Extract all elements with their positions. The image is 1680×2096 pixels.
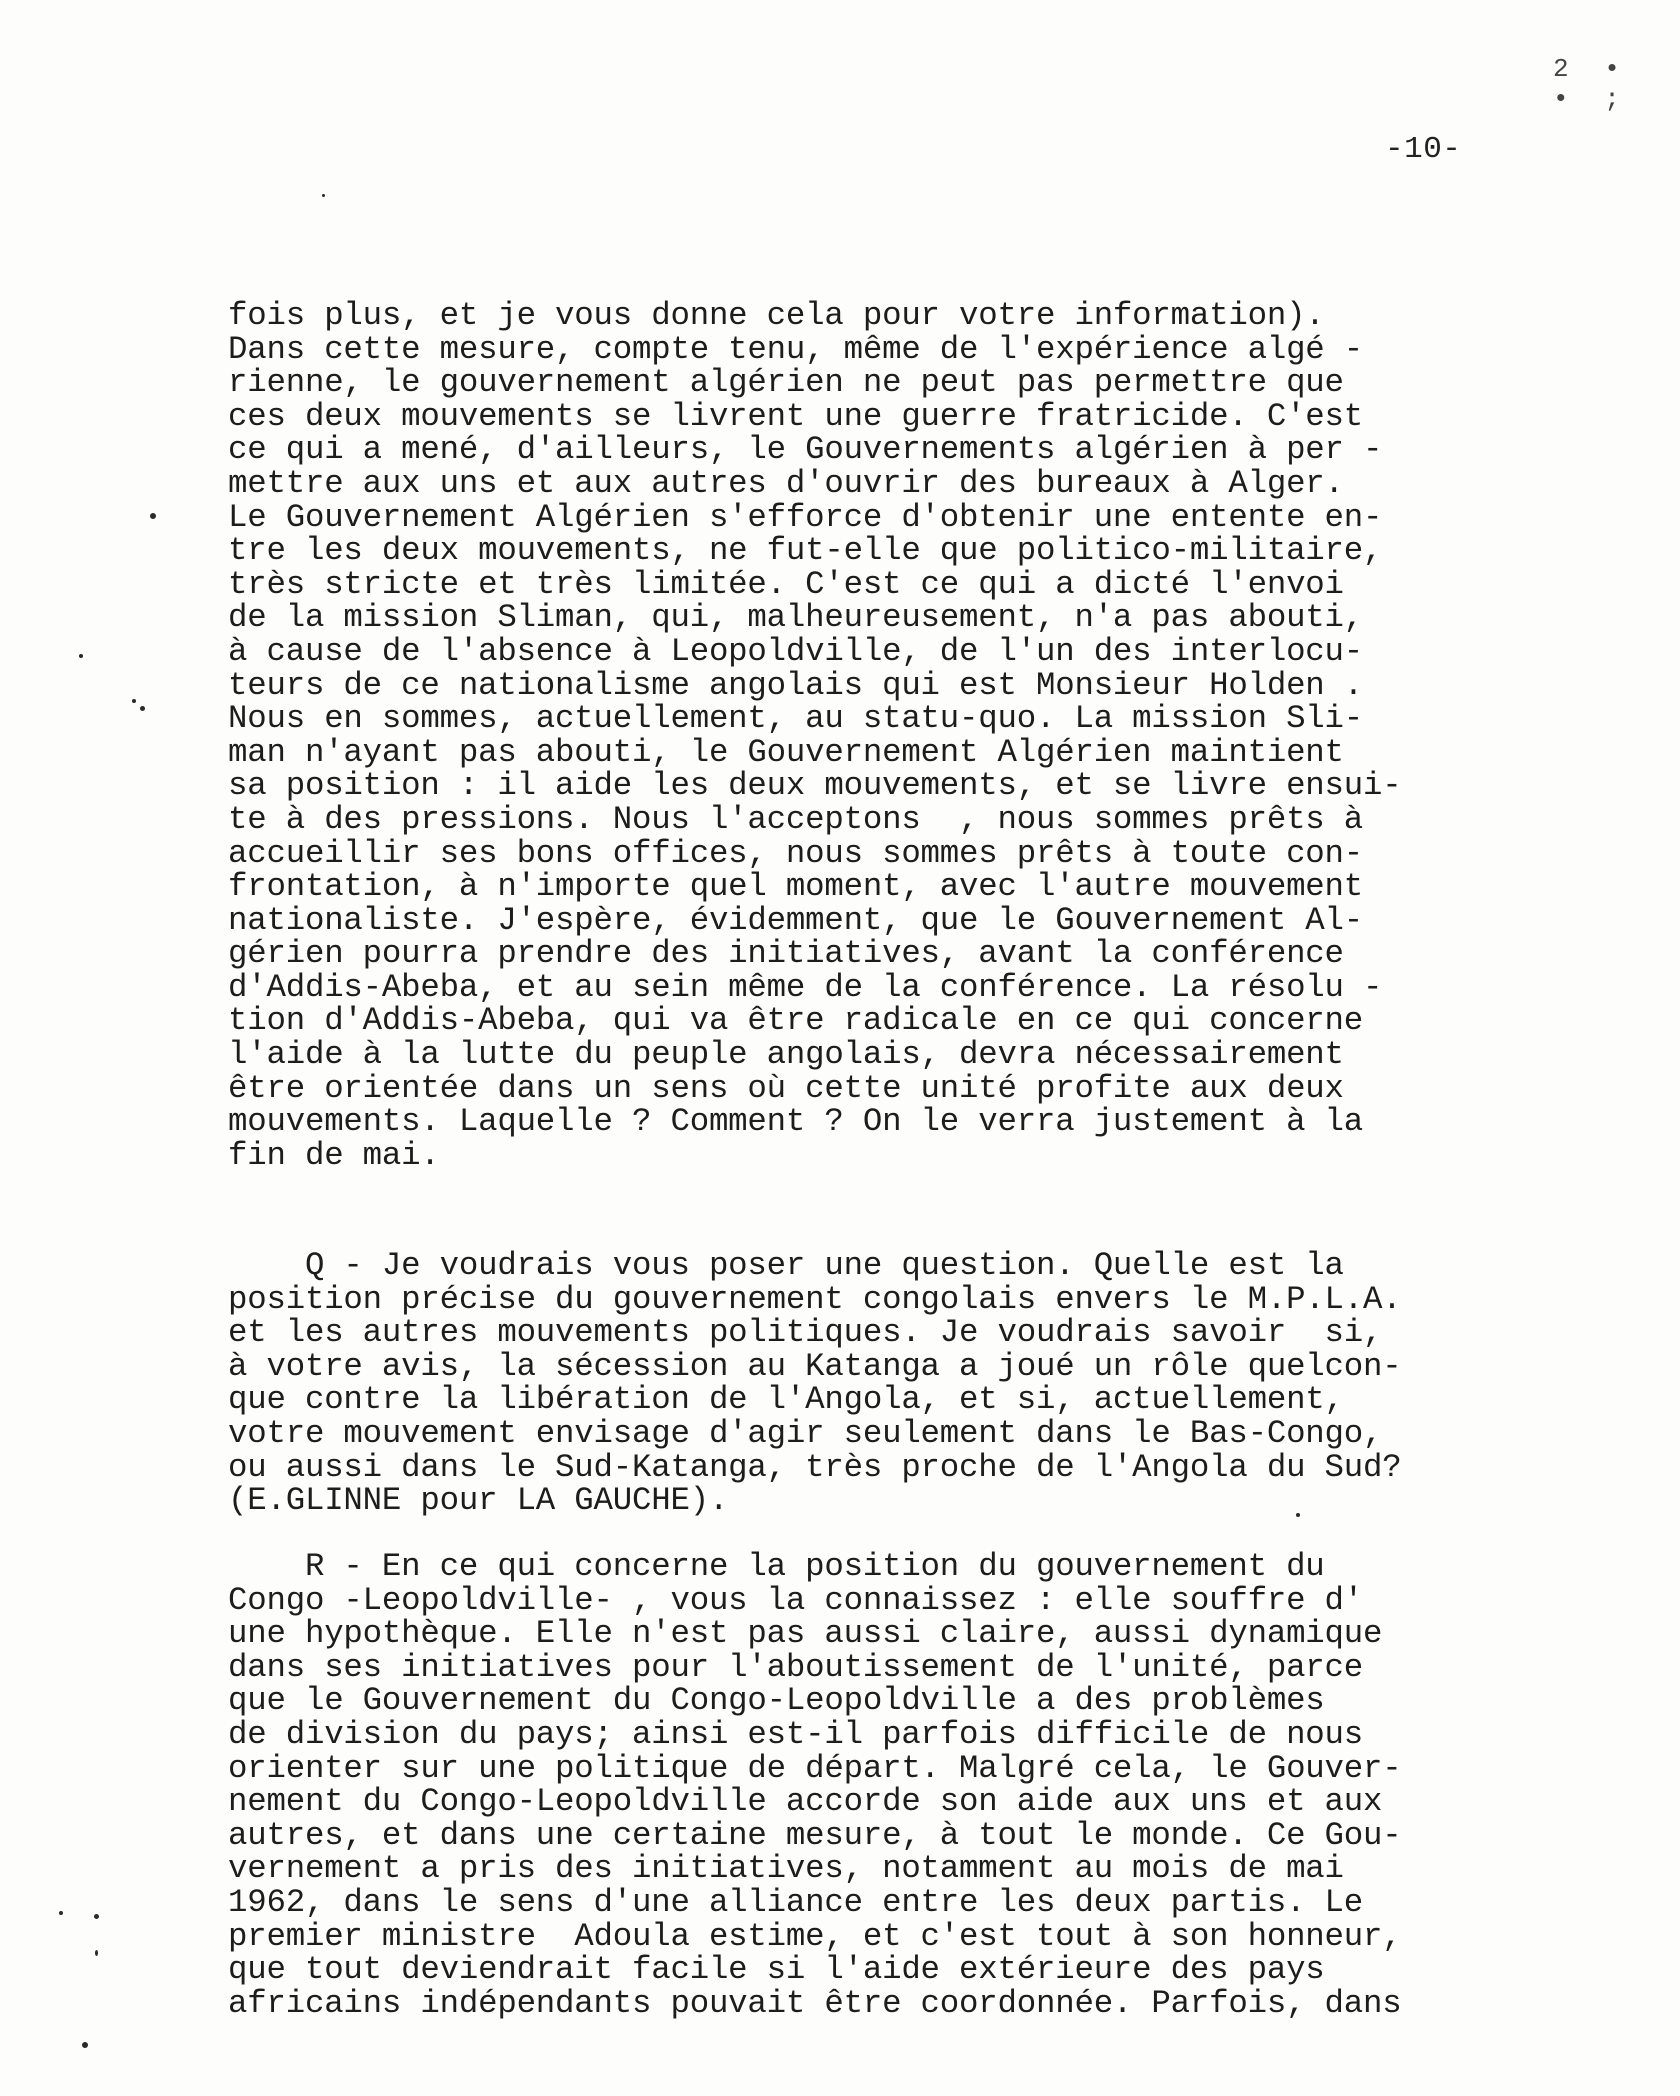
margin-speck (82, 2042, 88, 2048)
text-line: l'aide à la lutte du peuple angolais, devra nécessairement (228, 1036, 1344, 1074)
text-line: vernement a pris des initiatives, notamment au mois de mai (228, 1850, 1344, 1888)
text-line: sa position : il aide les deux mouvements, et se livre ensui- (228, 767, 1402, 805)
text-line: te à des pressions. Nous l'acceptons , nous sommes prêts à (228, 800, 1364, 838)
margin-speck (79, 654, 83, 658)
paragraph-answer (228, 1550, 1498, 2020)
text-line: frontation, à n'importe quel moment, avec l'autre mouvement (228, 868, 1364, 906)
text-line: ou aussi dans le Sud-Katanga, très proche de l'Angola du Sud? (228, 1448, 1402, 1486)
text-line: Congo -Leopoldville- , vous la connaissez : elle souffre d' (228, 1581, 1364, 1619)
paragraph-answer-continuation (228, 299, 1498, 1172)
margin-speck (95, 1950, 98, 1956)
text-line: tion d'Addis-Abeba, qui va être radicale en ce qui concerne (228, 1002, 1364, 1040)
text-line: R - En ce qui concerne la position du gouvernement du (228, 1548, 1325, 1585)
text-line: d'Addis-Abeba, et au sein même de la conférence. La résolu - (228, 968, 1383, 1006)
text-line: dans ses initiatives pour l'aboutissement de l'unité, parce (228, 1648, 1364, 1686)
text-line: (E.GLINNE pour LA GAUCHE). (228, 1482, 729, 1520)
margin-speck (1296, 1513, 1300, 1517)
margin-speck (150, 513, 156, 519)
text-line: orienter sur une politique de départ. Malgré cela, le Gouver- (228, 1749, 1402, 1787)
paragraph-question (228, 1249, 1498, 1518)
text-line: africains indépendants pouvait être coordonnée. Parfois, dans (228, 1984, 1402, 2022)
text-line: Le Gouvernement Algérien s'efforce d'obtenir une entente en- (228, 498, 1383, 536)
text-line: 1962, dans le sens d'une alliance entre les deux partis. Le (228, 1883, 1364, 1921)
margin-speck (59, 1911, 63, 1915)
margin-speck (140, 706, 145, 711)
text-line: teurs de ce nationalisme angolais qui est Monsieur Holden . (228, 666, 1364, 704)
corner-mark: 2 • • ; (1553, 54, 1630, 114)
text-line: autres, et dans une certaine mesure, à tout le monde. Ce Gou- (228, 1816, 1402, 1854)
text-line: être orientée dans un sens où cette unité profite aux deux (228, 1069, 1344, 1107)
text-line: votre mouvement envisage d'agir seulement dans le Bas-Congo, (228, 1414, 1383, 1452)
margin-speck (132, 699, 136, 703)
text-line: mettre aux uns et aux autres d'ouvrir des bureaux à Alger. (228, 464, 1344, 502)
text-line: de division du pays; ainsi est-il parfois difficile de nous (228, 1715, 1364, 1753)
text-line: premier ministre Adoula estime, et c'est tout à son honneur, (228, 1917, 1402, 1955)
text-line: fin de mai. (228, 1136, 440, 1174)
text-line: Dans cette mesure, compte tenu, même de l'expérience algé - (228, 330, 1364, 368)
text-line: une hypothèque. Elle n'est pas aussi claire, aussi dynamique (228, 1615, 1383, 1653)
text-line: Q - Je voudrais vous poser une question. Quelle est la (228, 1247, 1344, 1284)
text-line: Nous en sommes, actuellement, au statu-quo. La mission Sli- (228, 700, 1364, 738)
margin-speck (94, 1914, 99, 1919)
text-line: man n'ayant pas abouti, le Gouvernement Algérien maintient (228, 733, 1344, 771)
text-line: à votre avis, la sécession au Katanga a joué un rôle quelcon- (228, 1347, 1402, 1385)
text-line: nationaliste. J'espère, évidemment, que le Gouvernement Al- (228, 901, 1364, 939)
margin-speck (322, 194, 325, 197)
text-line: que tout deviendrait facile si l'aide extérieure des pays (228, 1951, 1325, 1989)
page-number: -10- (1385, 132, 1462, 167)
text-line: position précise du gouvernement congolais envers le M.P.L.A. (228, 1280, 1402, 1318)
text-line: ces deux mouvements se livrent une guerre fratricide. C'est (228, 397, 1364, 435)
text-line: et les autres mouvements politiques. Je voudrais savoir si, (228, 1314, 1383, 1352)
text-line: rienne, le gouvernement algérien ne peut pas permettre que (228, 364, 1344, 402)
text-line: gérien pourra prendre des initiatives, avant la conférence (228, 935, 1344, 973)
text-line: que le Gouvernement du Congo-Leopoldville a des problèmes (228, 1682, 1325, 1720)
text-line: que contre la libération de l'Angola, et si, actuellement, (228, 1381, 1344, 1419)
text-line: ce qui a mené, d'ailleurs, le Gouvernements algérien à per - (228, 431, 1383, 469)
text-line: nement du Congo-Leopoldville accorde son aide aux uns et aux (228, 1783, 1383, 1821)
text-line: tre les deux mouvements, ne fut-elle que politico-militaire, (228, 532, 1383, 570)
text-line: accueillir ses bons offices, nous sommes prêts à toute con- (228, 834, 1364, 872)
text-line: mouvements. Laquelle ? Comment ? On le verra justement à la (228, 1103, 1364, 1141)
text-line: fois plus, et je vous donne cela pour votre information). (228, 297, 1325, 334)
text-line: à cause de l'absence à Leopoldville, de l'un des interlocu- (228, 632, 1364, 670)
text-line: de la mission Sliman, qui, malheureusement, n'a pas abouti, (228, 599, 1364, 637)
text-line: très stricte et très limitée. C'est ce qui a dicté l'envoi (228, 565, 1344, 603)
